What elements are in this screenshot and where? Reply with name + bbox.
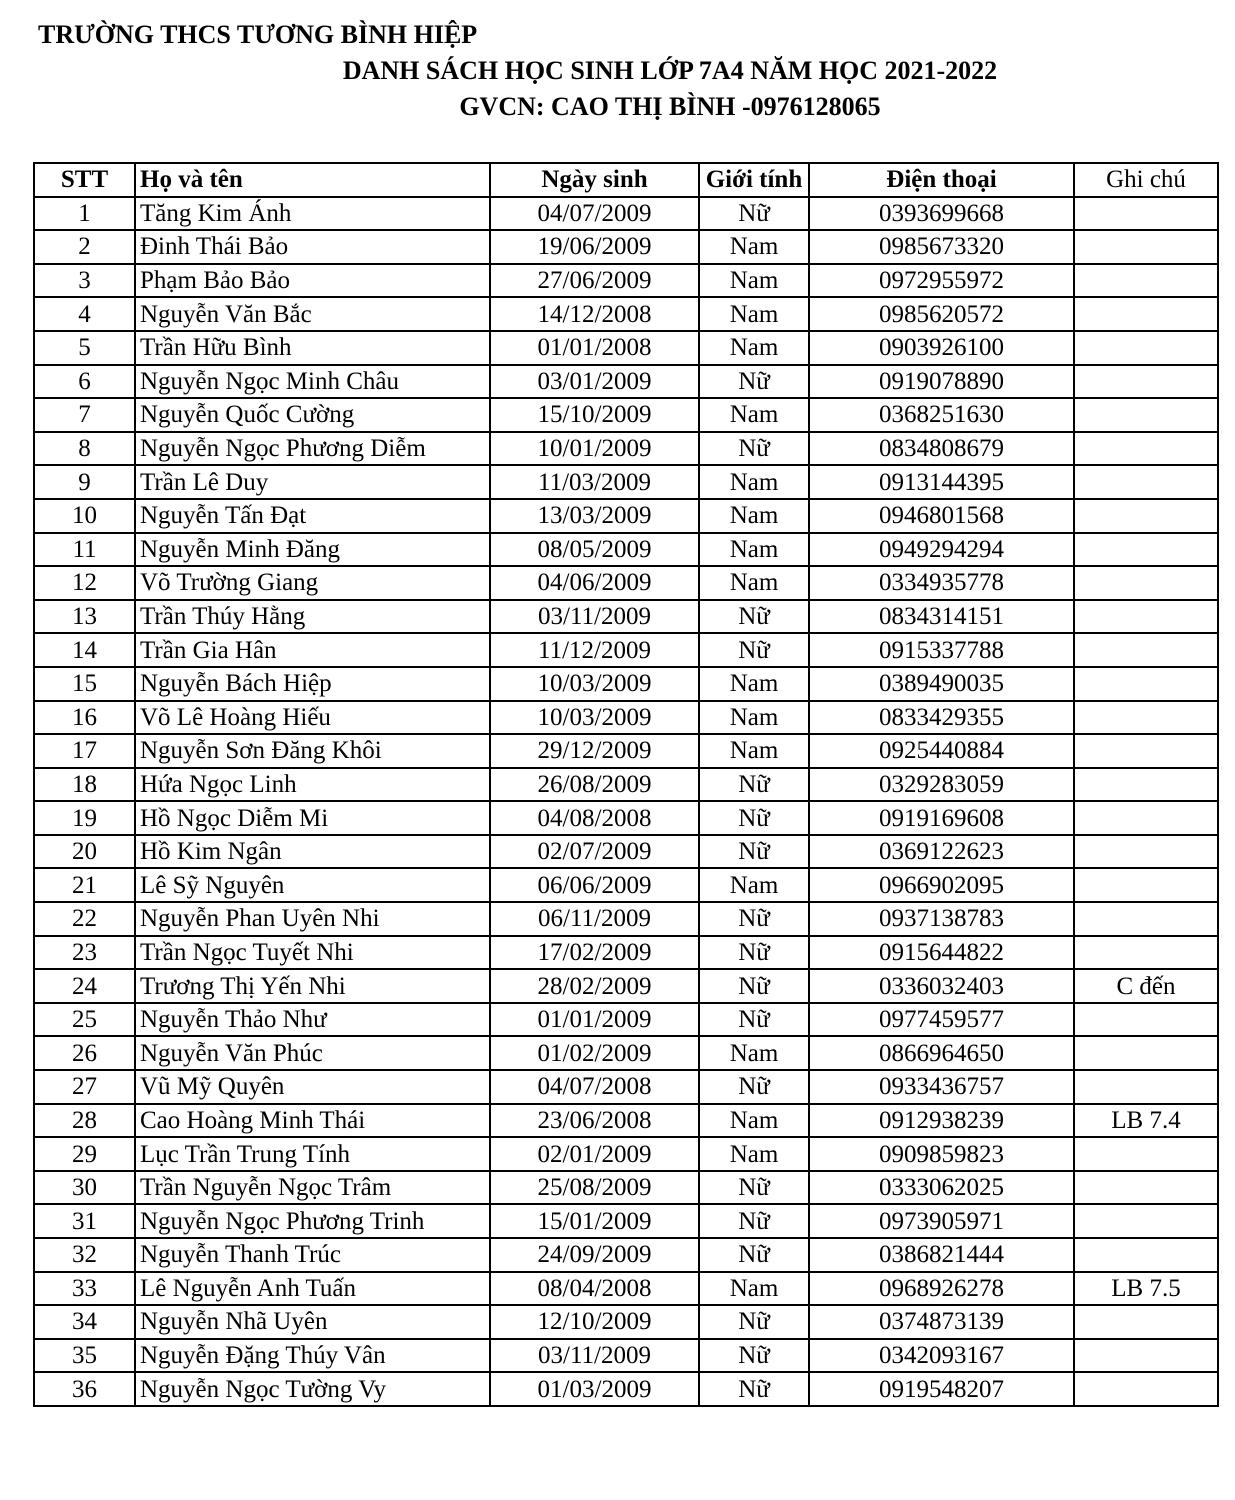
cell-birthdate: 04/06/2009 <box>490 566 699 600</box>
cell-birthdate: 03/11/2009 <box>490 1339 699 1373</box>
cell-stt: 4 <box>34 297 135 331</box>
cell-name: Hồ Kim Ngân <box>135 835 490 869</box>
student-roster-table <box>33 162 1219 1407</box>
cell-birthdate: 03/01/2009 <box>490 365 699 399</box>
cell-note <box>1074 801 1218 835</box>
table-row <box>34 499 1218 533</box>
cell-birthdate: 26/08/2009 <box>490 768 699 802</box>
table-row <box>34 566 1218 600</box>
table-row <box>34 1339 1218 1373</box>
cell-note <box>1074 230 1218 264</box>
table-row <box>34 1003 1218 1037</box>
cell-birthdate: 08/05/2009 <box>490 533 699 567</box>
cell-birthdate: 08/04/2008 <box>490 1272 699 1306</box>
cell-stt: 27 <box>34 1070 135 1104</box>
cell-stt: 36 <box>34 1372 135 1406</box>
table-row <box>34 1070 1218 1104</box>
table-row <box>34 1238 1218 1272</box>
table-row <box>34 902 1218 936</box>
cell-name: Trần Ngọc Tuyết Nhi <box>135 936 490 970</box>
cell-note <box>1074 1171 1218 1205</box>
cell-stt: 25 <box>34 1003 135 1037</box>
table-row <box>34 801 1218 835</box>
cell-stt: 31 <box>34 1204 135 1238</box>
cell-note <box>1074 633 1218 667</box>
cell-stt: 15 <box>34 667 135 701</box>
cell-name: Nguyễn Ngọc Minh Châu <box>135 365 490 399</box>
table-header-row <box>34 163 1218 197</box>
cell-birthdate: 01/03/2009 <box>490 1372 699 1406</box>
cell-note <box>1074 1003 1218 1037</box>
cell-name: Trần Nguyễn Ngọc Trâm <box>135 1171 490 1205</box>
cell-note <box>1074 331 1218 365</box>
cell-name: Trần Thúy Hằng <box>135 600 490 634</box>
cell-gender: Nam <box>699 264 809 298</box>
cell-phone: 0913144395 <box>809 465 1074 499</box>
cell-gender: Nữ <box>699 1372 809 1406</box>
cell-gender: Nữ <box>699 801 809 835</box>
cell-phone: 0925440884 <box>809 734 1074 768</box>
cell-phone: 0834314151 <box>809 600 1074 634</box>
table-row <box>34 1171 1218 1205</box>
cell-name: Nguyễn Thảo Như <box>135 1003 490 1037</box>
cell-gender: Nữ <box>699 835 809 869</box>
cell-birthdate: 15/01/2009 <box>490 1204 699 1238</box>
cell-name: Vũ Mỹ Quyên <box>135 1070 490 1104</box>
cell-stt: 10 <box>34 499 135 533</box>
cell-birthdate: 04/08/2008 <box>490 801 699 835</box>
cell-gender: Nữ <box>699 600 809 634</box>
table-row <box>34 600 1218 634</box>
cell-birthdate: 01/02/2009 <box>490 1036 699 1070</box>
cell-stt: 2 <box>34 230 135 264</box>
cell-note <box>1074 1070 1218 1104</box>
table-row <box>34 667 1218 701</box>
cell-phone: 0977459577 <box>809 1003 1074 1037</box>
cell-note <box>1074 566 1218 600</box>
cell-phone: 0342093167 <box>809 1339 1074 1373</box>
cell-birthdate: 02/07/2009 <box>490 835 699 869</box>
cell-note <box>1074 868 1218 902</box>
cell-name: Nguyễn Văn Phúc <box>135 1036 490 1070</box>
cell-stt: 13 <box>34 600 135 634</box>
cell-stt: 21 <box>34 868 135 902</box>
cell-stt: 22 <box>34 902 135 936</box>
cell-stt: 18 <box>34 768 135 802</box>
cell-gender: Nữ <box>699 1305 809 1339</box>
table-row <box>34 398 1218 432</box>
cell-gender: Nam <box>699 398 809 432</box>
cell-phone: 0919078890 <box>809 365 1074 399</box>
cell-name: Nguyễn Minh Đăng <box>135 533 490 567</box>
cell-note <box>1074 936 1218 970</box>
cell-note <box>1074 1238 1218 1272</box>
cell-note <box>1074 432 1218 466</box>
cell-birthdate: 06/11/2009 <box>490 902 699 936</box>
cell-gender: Nam <box>699 868 809 902</box>
cell-birthdate: 12/10/2009 <box>490 1305 699 1339</box>
cell-stt: 19 <box>34 801 135 835</box>
cell-note <box>1074 499 1218 533</box>
cell-gender: Nữ <box>699 1238 809 1272</box>
cell-note <box>1074 398 1218 432</box>
cell-birthdate: 02/01/2009 <box>490 1137 699 1171</box>
cell-name: Lê Nguyễn Anh Tuấn <box>135 1272 490 1306</box>
cell-note: LB 7.4 <box>1074 1104 1218 1138</box>
cell-name: Trần Gia Hân <box>135 633 490 667</box>
cell-name: Trương Thị Yến Nhi <box>135 969 490 1003</box>
cell-phone: 0915644822 <box>809 936 1074 970</box>
cell-birthdate: 25/08/2009 <box>490 1171 699 1205</box>
cell-phone: 0368251630 <box>809 398 1074 432</box>
cell-phone: 0389490035 <box>809 667 1074 701</box>
cell-gender: Nữ <box>699 633 809 667</box>
cell-phone: 0915337788 <box>809 633 1074 667</box>
table-row <box>34 633 1218 667</box>
cell-note <box>1074 667 1218 701</box>
table-row <box>34 936 1218 970</box>
table-row <box>34 264 1218 298</box>
cell-note <box>1074 1305 1218 1339</box>
cell-name: Hồ Ngọc Diễm Mi <box>135 801 490 835</box>
cell-phone: 0912938239 <box>809 1104 1074 1138</box>
table-row <box>34 1272 1218 1306</box>
cell-phone: 0386821444 <box>809 1238 1074 1272</box>
cell-gender: Nam <box>699 499 809 533</box>
cell-note: LB 7.5 <box>1074 1272 1218 1306</box>
table-row <box>34 734 1218 768</box>
cell-phone: 0336032403 <box>809 969 1074 1003</box>
cell-birthdate: 03/11/2009 <box>490 600 699 634</box>
cell-gender: Nữ <box>699 1204 809 1238</box>
cell-phone: 0369122623 <box>809 835 1074 869</box>
cell-note <box>1074 768 1218 802</box>
cell-gender: Nam <box>699 667 809 701</box>
cell-stt: 26 <box>34 1036 135 1070</box>
cell-note <box>1074 264 1218 298</box>
cell-birthdate: 06/06/2009 <box>490 868 699 902</box>
cell-phone: 0919548207 <box>809 1372 1074 1406</box>
column-header-birthdate: Ngày sinh <box>490 163 699 197</box>
cell-name: Nguyễn Thanh Trúc <box>135 1238 490 1272</box>
cell-gender: Nam <box>699 465 809 499</box>
cell-stt: 8 <box>34 432 135 466</box>
cell-phone: 0374873139 <box>809 1305 1074 1339</box>
homeroom-teacher: GVCN: CAO THỊ BÌNH -0976128065 <box>459 92 881 121</box>
cell-gender: Nữ <box>699 1171 809 1205</box>
cell-stt: 6 <box>34 365 135 399</box>
cell-phone: 0919169608 <box>809 801 1074 835</box>
cell-name: Lục Trần Trung Tính <box>135 1137 490 1171</box>
cell-phone: 0985620572 <box>809 297 1074 331</box>
cell-name: Cao Hoàng Minh Thái <box>135 1104 490 1138</box>
cell-name: Nguyễn Tấn Đạt <box>135 499 490 533</box>
cell-stt: 1 <box>34 197 135 231</box>
cell-birthdate: 13/03/2009 <box>490 499 699 533</box>
cell-phone: 0972955972 <box>809 264 1074 298</box>
table-row <box>34 1137 1218 1171</box>
cell-phone: 0333062025 <box>809 1171 1074 1205</box>
cell-note <box>1074 465 1218 499</box>
cell-note <box>1074 297 1218 331</box>
cell-gender: Nữ <box>699 432 809 466</box>
cell-gender: Nam <box>699 331 809 365</box>
cell-birthdate: 27/06/2009 <box>490 264 699 298</box>
cell-name: Nguyễn Ngọc Phương Diễm <box>135 432 490 466</box>
cell-note <box>1074 701 1218 735</box>
cell-gender: Nữ <box>699 197 809 231</box>
cell-birthdate: 10/03/2009 <box>490 701 699 735</box>
cell-gender: Nữ <box>699 936 809 970</box>
cell-name: Nguyễn Văn Bắc <box>135 297 490 331</box>
cell-name: Nguyễn Bách Hiệp <box>135 667 490 701</box>
table-row <box>34 835 1218 869</box>
cell-stt: 32 <box>34 1238 135 1272</box>
cell-stt: 7 <box>34 398 135 432</box>
cell-name: Đinh Thái Bảo <box>135 230 490 264</box>
cell-stt: 24 <box>34 969 135 1003</box>
cell-name: Nguyễn Ngọc Tường Vy <box>135 1372 490 1406</box>
cell-gender: Nam <box>699 1272 809 1306</box>
table-row <box>34 365 1218 399</box>
column-header-note: Ghi chú <box>1074 163 1218 197</box>
cell-birthdate: 11/12/2009 <box>490 633 699 667</box>
cell-gender: Nam <box>699 566 809 600</box>
cell-gender: Nam <box>699 1036 809 1070</box>
table-row <box>34 701 1218 735</box>
cell-birthdate: 15/10/2009 <box>490 398 699 432</box>
table-row <box>34 197 1218 231</box>
cell-birthdate: 28/02/2009 <box>490 969 699 1003</box>
cell-gender: Nữ <box>699 1070 809 1104</box>
column-header-phone: Điện thoại <box>809 163 1074 197</box>
cell-note <box>1074 1372 1218 1406</box>
cell-gender: Nữ <box>699 902 809 936</box>
cell-gender: Nam <box>699 1137 809 1171</box>
cell-gender: Nữ <box>699 365 809 399</box>
table-row <box>34 1372 1218 1406</box>
cell-name: Nguyễn Sơn Đăng Khôi <box>135 734 490 768</box>
table-row <box>34 1036 1218 1070</box>
cell-name: Trần Lê Duy <box>135 465 490 499</box>
cell-birthdate: 19/06/2009 <box>490 230 699 264</box>
cell-gender: Nam <box>699 734 809 768</box>
cell-stt: 23 <box>34 936 135 970</box>
cell-stt: 3 <box>34 264 135 298</box>
cell-stt: 35 <box>34 1339 135 1373</box>
cell-note <box>1074 365 1218 399</box>
cell-gender: Nam <box>699 230 809 264</box>
table-row <box>34 533 1218 567</box>
cell-birthdate: 01/01/2009 <box>490 1003 699 1037</box>
cell-note <box>1074 533 1218 567</box>
cell-note <box>1074 1204 1218 1238</box>
cell-stt: 17 <box>34 734 135 768</box>
cell-birthdate: 23/06/2008 <box>490 1104 699 1138</box>
table-row <box>34 465 1218 499</box>
cell-stt: 14 <box>34 633 135 667</box>
table-row <box>34 230 1218 264</box>
cell-gender: Nam <box>699 533 809 567</box>
cell-birthdate: 11/03/2009 <box>490 465 699 499</box>
cell-name: Nguyễn Ngọc Phương Trinh <box>135 1204 490 1238</box>
cell-name: Hứa Ngọc Linh <box>135 768 490 802</box>
cell-phone: 0903926100 <box>809 331 1074 365</box>
cell-stt: 30 <box>34 1171 135 1205</box>
cell-gender: Nữ <box>699 1339 809 1373</box>
cell-birthdate: 17/02/2009 <box>490 936 699 970</box>
cell-stt: 5 <box>34 331 135 365</box>
cell-stt: 11 <box>34 533 135 567</box>
cell-stt: 28 <box>34 1104 135 1138</box>
cell-phone: 0329283059 <box>809 768 1074 802</box>
cell-name: Phạm Bảo Bảo <box>135 264 490 298</box>
table-row <box>34 768 1218 802</box>
table-row <box>34 432 1218 466</box>
cell-birthdate: 29/12/2009 <box>490 734 699 768</box>
cell-name: Võ Trường Giang <box>135 566 490 600</box>
cell-phone: 0866964650 <box>809 1036 1074 1070</box>
table-row <box>34 969 1218 1003</box>
cell-note <box>1074 197 1218 231</box>
cell-phone: 0937138783 <box>809 902 1074 936</box>
cell-phone: 0949294294 <box>809 533 1074 567</box>
cell-name: Nguyễn Phan Uyên Nhi <box>135 902 490 936</box>
cell-phone: 0833429355 <box>809 701 1074 735</box>
cell-phone: 0973905971 <box>809 1204 1074 1238</box>
cell-gender: Nữ <box>699 1003 809 1037</box>
cell-phone: 0946801568 <box>809 499 1074 533</box>
table-row <box>34 1204 1218 1238</box>
column-header-gender: Giới tính <box>699 163 809 197</box>
cell-birthdate: 10/01/2009 <box>490 432 699 466</box>
cell-phone: 0985673320 <box>809 230 1074 264</box>
column-header-stt: STT <box>34 163 135 197</box>
cell-birthdate: 01/01/2008 <box>490 331 699 365</box>
cell-phone: 0393699668 <box>809 197 1074 231</box>
cell-phone: 0968926278 <box>809 1272 1074 1306</box>
cell-gender: Nữ <box>699 768 809 802</box>
cell-note <box>1074 600 1218 634</box>
cell-name: Trần Hữu Bình <box>135 331 490 365</box>
school-name: TRƯỜNG THCS TƯƠNG BÌNH HIỆP <box>38 20 478 49</box>
cell-phone: 0933436757 <box>809 1070 1074 1104</box>
cell-name: Nguyễn Nhã Uyên <box>135 1305 490 1339</box>
table-body <box>34 197 1218 1406</box>
cell-note <box>1074 1339 1218 1373</box>
cell-phone: 0966902095 <box>809 868 1074 902</box>
cell-name: Tăng Kim Ánh <box>135 197 490 231</box>
cell-note <box>1074 835 1218 869</box>
table-row <box>34 1305 1218 1339</box>
cell-birthdate: 04/07/2008 <box>490 1070 699 1104</box>
table-row <box>34 297 1218 331</box>
cell-note: C đến <box>1074 969 1218 1003</box>
cell-name: Lê Sỹ Nguyên <box>135 868 490 902</box>
cell-note <box>1074 902 1218 936</box>
cell-stt: 12 <box>34 566 135 600</box>
cell-birthdate: 24/09/2009 <box>490 1238 699 1272</box>
cell-stt: 29 <box>34 1137 135 1171</box>
cell-note <box>1074 1036 1218 1070</box>
cell-phone: 0334935778 <box>809 566 1074 600</box>
cell-birthdate: 14/12/2008 <box>490 297 699 331</box>
cell-gender: Nam <box>699 701 809 735</box>
cell-birthdate: 10/03/2009 <box>490 667 699 701</box>
cell-name: Võ Lê Hoàng Hiếu <box>135 701 490 735</box>
cell-birthdate: 04/07/2009 <box>490 197 699 231</box>
table-row <box>34 868 1218 902</box>
cell-gender: Nam <box>699 1104 809 1138</box>
table-row <box>34 1104 1218 1138</box>
cell-stt: 33 <box>34 1272 135 1306</box>
cell-stt: 34 <box>34 1305 135 1339</box>
cell-name: Nguyễn Đặng Thúy Vân <box>135 1339 490 1373</box>
column-header-name: Họ và tên <box>135 163 490 197</box>
cell-stt: 16 <box>34 701 135 735</box>
cell-gender: Nam <box>699 297 809 331</box>
cell-phone: 0834808679 <box>809 432 1074 466</box>
cell-note <box>1074 1137 1218 1171</box>
document-title: DANH SÁCH HỌC SINH LỚP 7A4 NĂM HỌC 2021-2022 <box>342 56 998 85</box>
cell-stt: 9 <box>34 465 135 499</box>
cell-gender: Nữ <box>699 969 809 1003</box>
cell-name: Nguyễn Quốc Cường <box>135 398 490 432</box>
table-row <box>34 331 1218 365</box>
cell-stt: 20 <box>34 835 135 869</box>
cell-note <box>1074 734 1218 768</box>
cell-phone: 0909859823 <box>809 1137 1074 1171</box>
